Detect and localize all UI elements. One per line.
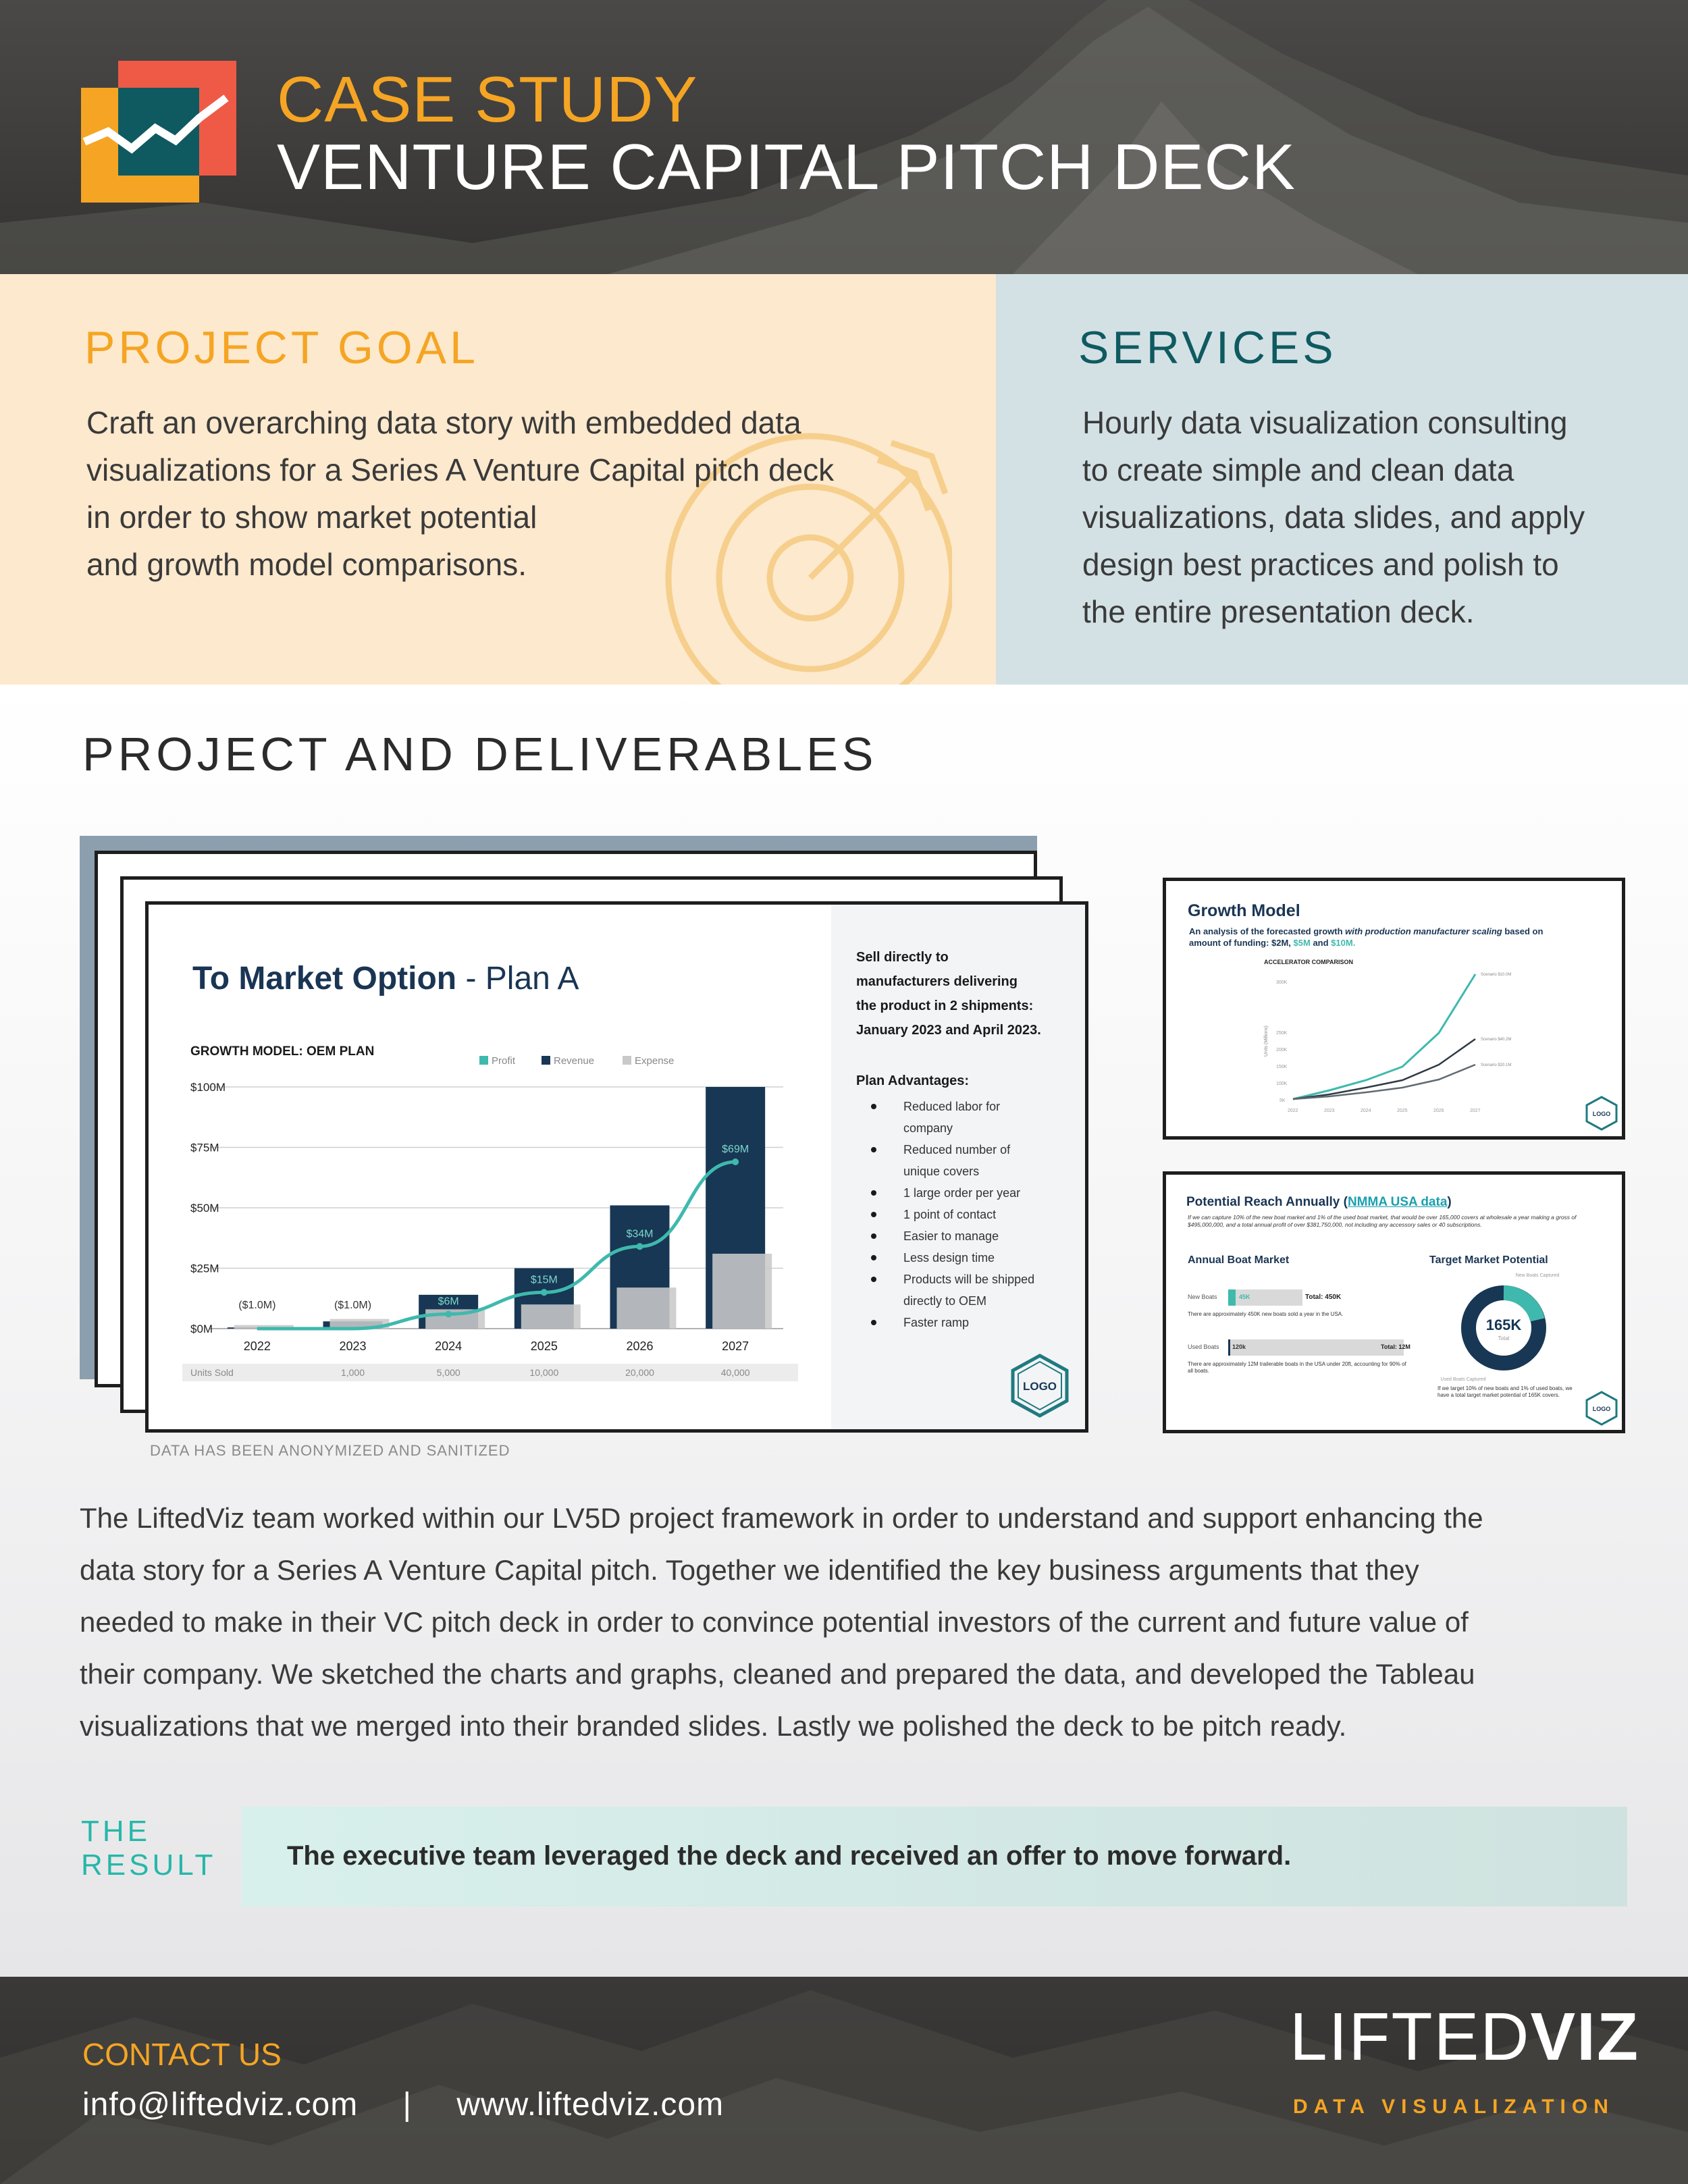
body-line: needed to make in their VC pitch deck in order to convince potential investors of the current and future value of bbox=[80, 1606, 1469, 1638]
growth-line-10m bbox=[1293, 974, 1475, 1099]
advantages-list bbox=[871, 1096, 1087, 1333]
chart-x-tick: 2025 bbox=[530, 1339, 558, 1353]
project-goal-text bbox=[86, 399, 996, 588]
deliverables-body bbox=[80, 1492, 1633, 1752]
new-boats-label: New Boats bbox=[1188, 1294, 1217, 1300]
brand-subtitle: DATA VISUALIZATION bbox=[1293, 2096, 1614, 2118]
side-heading-line: January 2023 and April 2023. bbox=[856, 1023, 1041, 1038]
advantage-item bbox=[871, 1225, 1087, 1247]
legend-swatch-profit bbox=[479, 1056, 488, 1065]
used-boats-bar-fill bbox=[1228, 1339, 1230, 1356]
chart-x-tick: 2027 bbox=[722, 1339, 749, 1353]
email-link[interactable]: info@liftedviz.com bbox=[82, 2087, 359, 2123]
result-label-line1: THE bbox=[81, 1815, 151, 1848]
goal-line: visualizations for a Series A Venture Capital pitch deck bbox=[86, 452, 835, 487]
subtitle-part: based on bbox=[1502, 926, 1544, 936]
units-sold-value: 40,000 bbox=[720, 1367, 750, 1378]
contact-separator: | bbox=[402, 2087, 412, 2123]
advantage-item bbox=[871, 1312, 1087, 1333]
new-boats-note: There are approximately 450K new boats sold a year in the USA. bbox=[1188, 1311, 1344, 1317]
advantage-item bbox=[871, 1182, 1087, 1204]
reach-title-text: Potential Reach Annually ( bbox=[1186, 1195, 1348, 1209]
body-line: visualizations that we merged into their branded slides. Lastly we polished the deck to be pitch ready. bbox=[80, 1710, 1347, 1742]
growth-y-tick: 200K bbox=[1276, 1048, 1288, 1053]
slide-title-bold: To Market Option bbox=[192, 961, 457, 996]
growth-series-label: Scenario $10.0M bbox=[1481, 973, 1512, 977]
profit-data-label: $6M bbox=[438, 1296, 459, 1308]
anonymized-caption: DATA HAS BEEN ANONYMIZED AND SANITIZED bbox=[150, 1442, 510, 1459]
reach-title-text: ) bbox=[1447, 1195, 1452, 1209]
subtitle-part: and bbox=[1310, 938, 1331, 948]
reach-slide-title bbox=[1186, 1195, 1452, 1210]
growth-y-tick: 100K bbox=[1276, 1082, 1288, 1086]
units-sold-value: 1,000 bbox=[340, 1367, 365, 1378]
used-boats-bar-track bbox=[1228, 1339, 1404, 1356]
growth-slide-title: Growth Model bbox=[1188, 901, 1300, 920]
legend-swatch-expense bbox=[623, 1056, 631, 1065]
chart-x-tick: 2026 bbox=[626, 1339, 654, 1353]
header-banner bbox=[0, 0, 1688, 274]
growth-model-chart bbox=[149, 905, 831, 1433]
brand-light: LIFTED bbox=[1290, 1999, 1531, 2075]
reach-note: If we can capture 10% of the new boat market and 1% of the used boat market, that would be over 165,000 covers at wholesale a year making a gross of $495,000,000, and a total annual profit of over $381,750,000, not including any accessory sales or 40 subscriptions. bbox=[1188, 1214, 1577, 1228]
result-label bbox=[81, 1815, 216, 1882]
legend-revenue: Revenue bbox=[554, 1055, 595, 1067]
side-heading-line: Sell directly to bbox=[856, 950, 949, 965]
units-sold-value: 20,000 bbox=[625, 1367, 654, 1378]
body-line: The LiftedViz team worked within our LV5D project framework in order to understand and support enhancing the bbox=[80, 1502, 1483, 1534]
used-boats-value: 120k bbox=[1232, 1343, 1246, 1350]
advantage-text: Reduced labor for bbox=[903, 1100, 1001, 1113]
profit-point bbox=[637, 1243, 643, 1250]
advantage-text: Reduced number of bbox=[903, 1143, 1011, 1156]
used-boats-total: Total: 12M bbox=[1381, 1343, 1410, 1350]
profit-data-label: $15M bbox=[530, 1274, 558, 1286]
donut-value: 165K bbox=[1485, 1316, 1522, 1333]
growth-y-tick: 250K bbox=[1276, 1031, 1288, 1036]
advantage-text: Products will be shipped bbox=[903, 1273, 1035, 1286]
body-line: data story for a Series A Venture Capital pitch. Together we identified the key business arguments that they bbox=[80, 1554, 1419, 1586]
profit-data-label: $69M bbox=[722, 1143, 749, 1155]
header-title-line1: CASE STUDY bbox=[277, 63, 698, 136]
subtitle-part: with production manufacturer scaling bbox=[1345, 926, 1502, 936]
goal-line: in order to show market potential bbox=[86, 500, 537, 535]
profit-point bbox=[445, 1311, 452, 1318]
growth-x-tick: 2023 bbox=[1324, 1109, 1335, 1113]
side-heading-line: the product in 2 shipments: bbox=[856, 998, 1034, 1013]
logo-text: LOGO bbox=[1022, 1380, 1057, 1393]
side-heading-line: manufacturers delivering bbox=[856, 974, 1018, 989]
chart-y-tick: $0M bbox=[190, 1323, 213, 1335]
advantage-item bbox=[871, 1247, 1087, 1269]
logo-hexagon-icon bbox=[1585, 1391, 1618, 1426]
subtitle-part: amount of funding: $2M, bbox=[1189, 938, 1294, 948]
services-heading: SERVICES bbox=[1078, 322, 1337, 373]
advantage-text: Less design time bbox=[903, 1251, 995, 1264]
services-line: Hourly data visualization consulting bbox=[1082, 405, 1568, 440]
logo-text: LOGO bbox=[1592, 1406, 1611, 1412]
advantage-text: 1 point of contact bbox=[903, 1208, 997, 1221]
case-study-logo bbox=[81, 61, 236, 203]
advantage-item bbox=[871, 1096, 1087, 1139]
growth-x-tick: 2025 bbox=[1397, 1109, 1408, 1113]
advantage-text: 1 large order per year bbox=[903, 1186, 1021, 1200]
potential-reach-slide bbox=[1163, 1171, 1625, 1433]
donut-bottom-label: Used Boats Captured bbox=[1440, 1377, 1486, 1382]
chart-y-tick: $50M bbox=[190, 1202, 219, 1215]
advantage-text: Faster ramp bbox=[903, 1316, 970, 1329]
main-slide bbox=[145, 901, 1088, 1433]
goal-line: and growth model comparisons. bbox=[86, 547, 527, 582]
new-boats-bar-fill bbox=[1228, 1289, 1236, 1306]
chart-x-tick: 2022 bbox=[243, 1339, 271, 1353]
chart-y-tick: $75M bbox=[190, 1141, 219, 1154]
growth-x-tick: 2022 bbox=[1288, 1109, 1298, 1113]
growth-y-axis: Units (Millions) bbox=[1264, 1026, 1269, 1057]
advantage-text: unique covers bbox=[903, 1165, 980, 1178]
logo-text: LOGO bbox=[1592, 1111, 1611, 1117]
result-text: The executive team leveraged the deck and received an offer to move forward. bbox=[287, 1841, 1292, 1871]
services-line: to create simple and clean data bbox=[1082, 452, 1514, 487]
logo-hexagon-icon bbox=[1009, 1354, 1070, 1418]
target-donut-chart bbox=[1436, 1266, 1571, 1384]
growth-x-tick: 2026 bbox=[1433, 1109, 1444, 1113]
donut-top-label: New Boats Captured bbox=[1515, 1273, 1560, 1278]
profit-point bbox=[732, 1158, 739, 1165]
chart-x-tick: 2024 bbox=[435, 1339, 463, 1353]
advantage-item bbox=[871, 1139, 1087, 1182]
growth-chart-label: ACCELERATOR COMPARISON bbox=[1264, 959, 1354, 965]
donut-sub: Total bbox=[1498, 1335, 1510, 1341]
growth-model-slide bbox=[1163, 878, 1625, 1140]
annual-market-heading: Annual Boat Market bbox=[1188, 1254, 1290, 1266]
services-text bbox=[1082, 399, 1677, 635]
project-goal-heading: PROJECT GOAL bbox=[84, 322, 479, 373]
services-line: the entire presentation deck. bbox=[1082, 594, 1475, 629]
header-title-line2: VENTURE CAPITAL PITCH DECK bbox=[277, 131, 1296, 203]
growth-series-label: Scenario $40.2M bbox=[1481, 1038, 1512, 1042]
advantage-text: Easier to manage bbox=[903, 1229, 999, 1243]
advantage-item bbox=[871, 1269, 1087, 1312]
units-sold-value: 5,000 bbox=[436, 1367, 460, 1378]
new-boats-value: 45K bbox=[1239, 1294, 1250, 1300]
result-label-line2: RESULT bbox=[81, 1848, 217, 1882]
contact-line bbox=[82, 2086, 724, 2123]
chart-x-tick: 2023 bbox=[339, 1339, 367, 1353]
profit-data-label: $34M bbox=[626, 1228, 654, 1240]
chart-title: GROWTH MODEL: OEM PLAN bbox=[190, 1044, 375, 1059]
services-line: design best practices and polish to bbox=[1082, 547, 1559, 582]
advantage-item bbox=[871, 1204, 1087, 1225]
chart-y-tick: $100M bbox=[190, 1081, 226, 1094]
accelerator-chart bbox=[1166, 881, 1625, 1140]
logo-hexagon-icon bbox=[1585, 1096, 1618, 1131]
legend-swatch-revenue bbox=[542, 1056, 550, 1065]
expense-bar bbox=[712, 1254, 772, 1329]
services-line: visualizations, data slides, and apply bbox=[1082, 500, 1585, 535]
advantages-heading: Plan Advantages: bbox=[856, 1073, 970, 1088]
used-boats-label: Used Boats bbox=[1188, 1343, 1219, 1350]
growth-y-tick: 5K bbox=[1280, 1098, 1286, 1103]
growth-line-2m bbox=[1293, 1065, 1475, 1099]
services-panel bbox=[996, 274, 1688, 685]
expense-bar bbox=[521, 1304, 581, 1329]
profit-data-label: ($1.0M) bbox=[334, 1300, 372, 1311]
units-row-background bbox=[182, 1364, 798, 1381]
goal-line: Craft an overarching data story with embedded data bbox=[86, 405, 801, 440]
subtitle-part: $5M bbox=[1293, 938, 1311, 948]
growth-x-tick: 2027 bbox=[1470, 1109, 1481, 1113]
growth-y-tick: 150K bbox=[1276, 1065, 1288, 1069]
project-goal-panel bbox=[0, 274, 996, 685]
contact-heading: CONTACT US bbox=[82, 2037, 282, 2072]
chart-y-tick: $25M bbox=[190, 1262, 219, 1275]
growth-x-tick: 2024 bbox=[1361, 1109, 1371, 1113]
profit-point bbox=[541, 1289, 548, 1296]
advantage-text: company bbox=[903, 1121, 953, 1135]
brand-logo bbox=[1290, 1998, 1639, 2076]
legend-expense: Expense bbox=[635, 1055, 675, 1067]
subtitle-part: An analysis of the forecasted growth bbox=[1189, 926, 1346, 936]
units-sold-value: 10,000 bbox=[529, 1367, 559, 1378]
nmma-link[interactable]: NMMA USA data bbox=[1347, 1195, 1448, 1209]
brand-bold: VIZ bbox=[1530, 1999, 1640, 2075]
expense-bar bbox=[617, 1287, 677, 1329]
body-line: their company. We sketched the charts and graphs, cleaned and prepared the data, and developed the Tableau bbox=[80, 1658, 1475, 1690]
growth-y-tick: 300K bbox=[1276, 980, 1288, 985]
target-note: If we target 10% of new boats and 1% of used boats, we have a total target market potential of 165K covers. bbox=[1438, 1385, 1573, 1398]
slide-title-rest: - Plan A bbox=[465, 961, 579, 996]
units-sold-label: Units Sold bbox=[190, 1367, 234, 1378]
slide-side-heading bbox=[856, 945, 1079, 1042]
subtitle-part: $10M. bbox=[1331, 938, 1356, 948]
deliverables-heading: PROJECT AND DELIVERABLES bbox=[82, 728, 878, 780]
new-boats-total: Total: 450K bbox=[1305, 1294, 1342, 1301]
profit-data-label: ($1.0M) bbox=[238, 1300, 276, 1311]
target-market-heading: Target Market Potential bbox=[1429, 1254, 1548, 1266]
advantage-text: directly to OEM bbox=[903, 1294, 987, 1308]
used-boats-note: There are approximately 12M trailerable boats in the USA under 20ft, accounting for 90% of all boats. bbox=[1188, 1361, 1406, 1374]
website-link[interactable]: www.liftedviz.com bbox=[456, 2087, 724, 2123]
growth-series-label: Scenario $20.1M bbox=[1481, 1063, 1512, 1067]
legend-profit: Profit bbox=[492, 1055, 516, 1067]
